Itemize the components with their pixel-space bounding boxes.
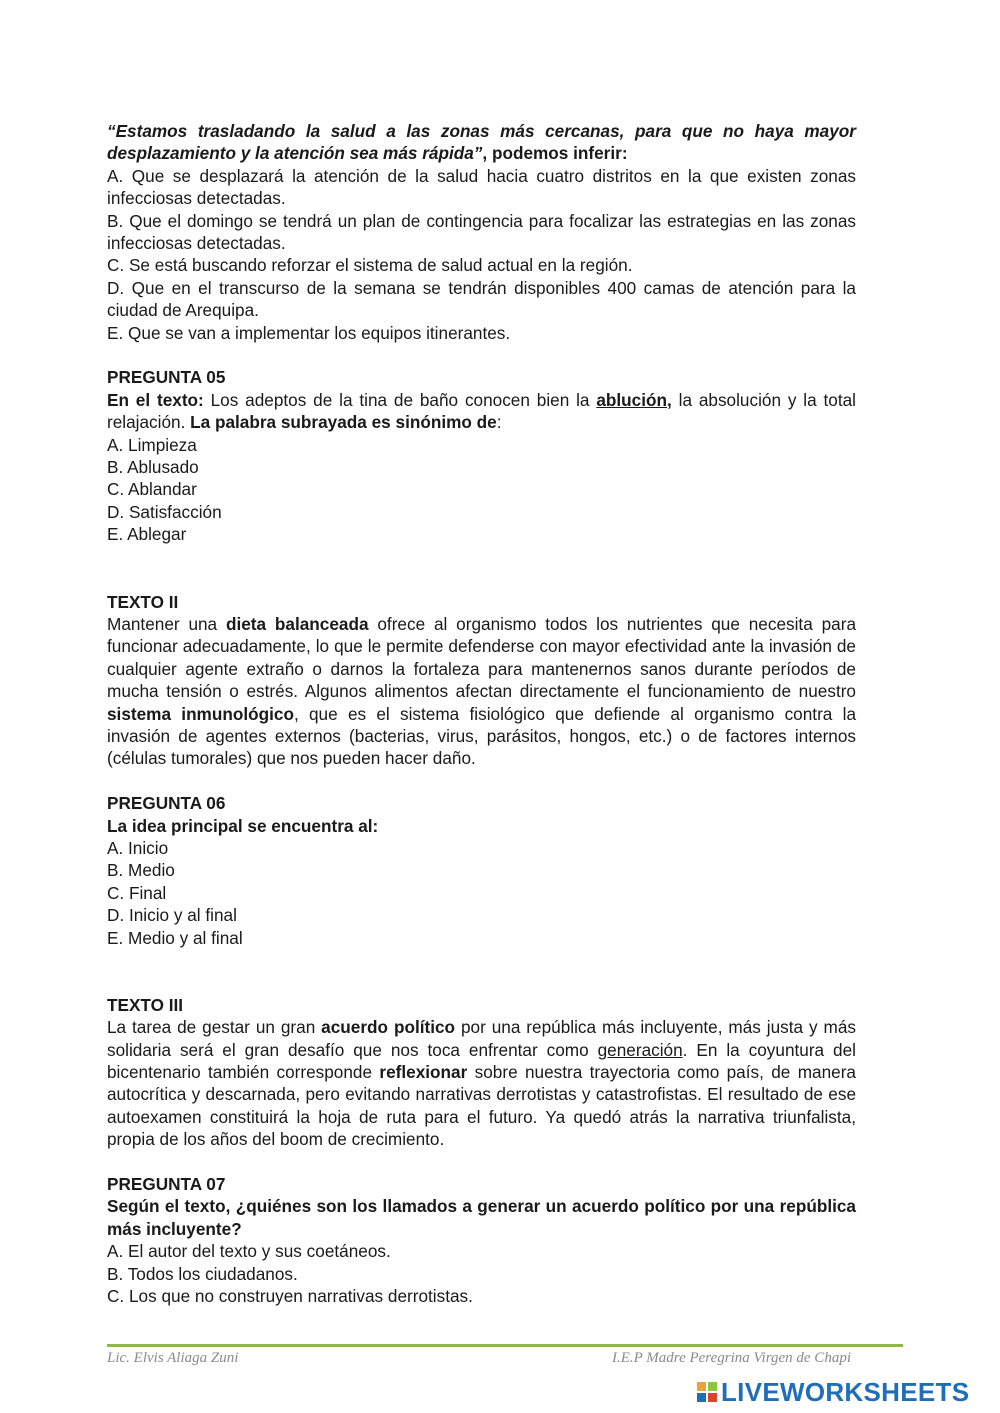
logo-square-4	[708, 1393, 717, 1402]
t3-part-1: La tarea de gestar un gran	[107, 1017, 322, 1038]
texto-3-body	[107, 1016, 856, 1150]
question-06-heading: PREGUNTA 06	[107, 793, 226, 814]
intro-prompt: , podemos inferir:	[482, 143, 628, 164]
t3-bold-1: acuerdo político	[321, 1017, 456, 1038]
footer-divider	[107, 1344, 903, 1347]
q07-option-b: B. Todos los ciudadanos.	[107, 1263, 298, 1284]
q05-option-e: E. Ablegar	[107, 524, 187, 545]
q06-option-a: A. Inicio	[107, 837, 169, 858]
intro-question	[107, 120, 856, 165]
q07-prompt: Según el texto, ¿quiénes son los llamados a generar un acuerdo político por una república más incluyente?	[107, 1196, 856, 1239]
q05-option-a: A. Limpieza	[107, 434, 197, 455]
intro-option-e: E. Que se van a implementar los equipos itinerantes.	[107, 322, 511, 343]
intro-option-c: C. Se está buscando reforzar el sistema de salud actual en la región.	[107, 255, 633, 276]
q05-colon: :	[496, 412, 502, 433]
t3-underlined: generación	[597, 1039, 683, 1060]
q07-option-a: A. El autor del texto y sus coetáneos.	[107, 1241, 391, 1262]
t2-part-1: Mantener una	[107, 613, 226, 634]
intro-option-b: B. Que el domingo se tendrá un plan de contingencia para focalizar las estrategias en las zonas infecciosas detectadas.	[107, 210, 856, 254]
t3-bold-2: reflexionar	[379, 1062, 468, 1082]
q06-option-b: B. Medio	[107, 860, 175, 881]
intro-quote: “Estamos trasladando la salud a las zonas más cercanas, para que no haya mayor desplazamiento y la atención sea más rápida”	[107, 121, 856, 164]
q05-text-a: Los adeptos de la tina de baño conocen bien la	[203, 389, 597, 410]
t2-bold-2: sistema inmunológico	[107, 703, 294, 724]
logo-square-1	[697, 1382, 706, 1391]
q06-option-c: C. Final	[107, 882, 167, 903]
q05-text-b: la absolución y la total relajación.	[107, 389, 857, 433]
q05-option-b: B. Ablusado	[107, 457, 199, 478]
logo-square-3	[697, 1393, 706, 1402]
texto-2-heading: TEXTO II	[107, 591, 179, 612]
intro-option-a: A. Que se desplazará la atención de la salud hacia cuatro distritos en la que existen zonas infecciosas detectadas.	[107, 165, 856, 209]
q06-prompt: La idea principal se encuentra al:	[107, 815, 379, 836]
t3-part-4: sobre nuestra trayectoria como país, de manera autocrítica y descarnada, pero evitando narrativas derrotistas y catastrofistas. El resultado de ese autoexamen constituirá la hoja de ruta para el futuro. Ya quedó atrás la narrativa triunfalista, propia de los años del boom de crecimiento.	[107, 1062, 856, 1150]
question-07-heading: PREGUNTA 07	[107, 1174, 226, 1195]
liveworksheets-brand[interactable]	[697, 1377, 969, 1407]
texto-2-body	[107, 613, 856, 770]
question-05-heading: PREGUNTA 05	[107, 367, 226, 388]
q06-option-d: D. Inicio y al final	[107, 905, 237, 926]
t2-bold-1: dieta balanceada	[225, 613, 369, 634]
q05-prompt: La palabra subrayada es sinónimo de	[190, 412, 497, 433]
liveworksheets-logo-icon	[697, 1382, 717, 1402]
q06-option-e: E. Medio y al final	[107, 927, 243, 948]
logo-square-2	[708, 1382, 717, 1391]
q05-option-c: C. Ablandar	[107, 479, 197, 500]
q05-keyword: ablución,	[596, 389, 672, 410]
t2-part-2: ofrece al organismo todos los nutrientes que necesita para funcionar adecuadamente, lo que le permite defenderse con mayor efectividad ante la invasión de cualquier agente extraño o darnos la fortaleza para mantenernos sanos durante períodos de mucha tensión o estrés. Algunos alimentos afectan directamente el funcionamiento de nuestro	[107, 613, 856, 702]
worksheet-content	[107, 120, 856, 1307]
footer-school: I.E.P Madre Peregrina Virgen de Chapi	[612, 1350, 851, 1366]
footer-author: Lic. Elvis Aliaga Zuni	[107, 1350, 239, 1366]
q05-lead: En el texto:	[107, 389, 204, 410]
brand-name: LIVEWORKSHEETS	[721, 1376, 970, 1407]
texto-3-heading: TEXTO III	[107, 994, 184, 1015]
t2-part-3: , que es el sistema fisiológico que defiende al organismo contra la invasión de agentes externos (bacterias, virus, parásitos, hongos, etc.) o de factores internos (células tumorales) que nos pueden hacer daño.	[107, 703, 857, 769]
question-05-text	[107, 389, 856, 434]
t3-part-2: por una república más incluyente, más justa y más solidaria será el gran desafío que nos toca enfrentar como	[107, 1017, 856, 1060]
t3-part-3: . En la coyuntura del bicentenario también corresponde	[107, 1039, 856, 1082]
q07-option-c: C. Los que no construyen narrativas derrotistas.	[107, 1286, 473, 1307]
intro-option-d: D. Que en el transcurso de la semana se tendrán disponibles 400 camas de atención para la ciudad de Arequipa.	[107, 277, 856, 321]
q05-option-d: D. Satisfacción	[107, 501, 222, 522]
